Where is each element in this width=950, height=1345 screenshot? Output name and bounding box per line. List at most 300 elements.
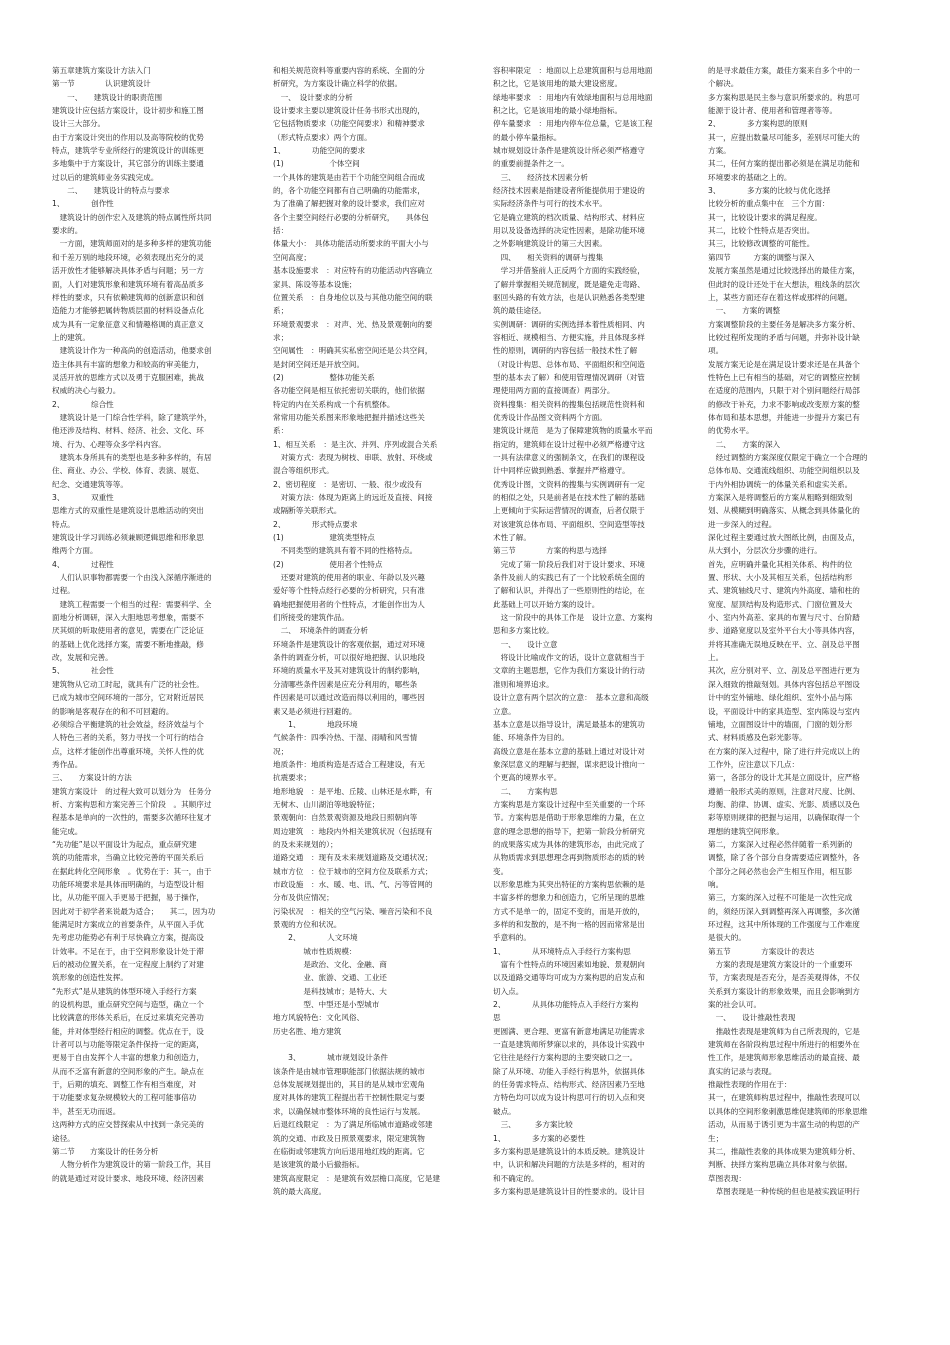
text-line: 2、 人文环境 bbox=[273, 933, 358, 943]
text-line: 多方案构思是建筑设计的本质反映。建筑设计 bbox=[493, 1146, 645, 1156]
text-line: 步、道路宽度以及室外平台大小等具体内容， bbox=[708, 626, 860, 636]
text-line: 在适度的范围内，只限于对个别问题经行局部 bbox=[708, 386, 860, 396]
text-line: 地方风貌特色：文化风俗、 bbox=[273, 1013, 365, 1023]
text-line: 对该建筑总体布局、平面组织、空间造型等技 bbox=[493, 519, 645, 529]
text-line: 三、 方案设计的方法 bbox=[52, 773, 132, 783]
text-line: 1、 功能空间的要求 bbox=[273, 146, 366, 156]
text-line: 实际经济条件与可行的技术水平。 bbox=[493, 199, 607, 209]
text-line: 建筑本身所具有的类型也是多种多样的，有居 bbox=[52, 452, 212, 462]
text-line: 先考虑功能势必有利于尽快确立方案，提高设 bbox=[52, 933, 204, 943]
text-line: 深入细致的推敲刻划。具体内容包括总平图设 bbox=[708, 679, 860, 689]
text-line: 灵活开放的思维方式以及勇于克服困难，挑战 bbox=[52, 372, 204, 382]
text-line: 第五节 方案设计的表达 bbox=[708, 946, 815, 956]
text-line: 型、中型还是小型城市 bbox=[273, 1000, 380, 1010]
text-line: 第四节 方案的调整与深入 bbox=[708, 252, 815, 262]
text-line: 住、商业、办公、学校、体育、表演、展览、 bbox=[52, 466, 204, 476]
text-line: 计者可以与功能等限定条件保持一定的距离， bbox=[52, 1040, 204, 1050]
text-line: 第二，方案深入过程必然伴随着一系列新的 bbox=[708, 839, 853, 849]
text-line: 经过调整的方案深度仅限定于确立一个合理的 bbox=[708, 452, 868, 462]
text-line: 能源于设计者、使用者和管理者等等。 bbox=[708, 106, 838, 116]
text-line: 真实的记录与表现。 bbox=[708, 1066, 777, 1076]
text-line: 的优势水平。 bbox=[708, 426, 754, 436]
text-line: 改，发展和完善。 bbox=[52, 653, 113, 663]
text-line: 完成了第一阶段后我们对于设计要求、环境 bbox=[493, 559, 645, 569]
text-line: 发展方案虽然是通过比较选择出的最佳方案， bbox=[708, 266, 860, 276]
text-line: 以形象思维为其突出特征的方案构思依赖的是 bbox=[493, 879, 645, 889]
text-line: 它包括物质要求（功能空间要求）和精神要求 bbox=[273, 119, 425, 129]
text-line: 方案的表现是建筑方案设计的一个重要环 bbox=[708, 960, 853, 970]
text-line: 的最小停车量指标。 bbox=[493, 132, 562, 142]
text-line: 为了准确了解把握对象的设计要求，我们应对 bbox=[273, 199, 425, 209]
text-line: 环境条件是建筑设计的客观依据，通过对环境 bbox=[273, 639, 425, 649]
text-line: 维两个方面。 bbox=[52, 546, 98, 556]
text-line: 环境的质量水平及其对建筑设计的制约影响， bbox=[273, 666, 425, 676]
text-line: 周边建筑 ：地段内外相关建筑状况（包括现有 bbox=[273, 826, 433, 836]
text-line: 驱回头路的有效方法，也是认识熟悉各类型建 bbox=[493, 292, 645, 302]
text-line: 特点，建筑学专业所经行的建筑设计的训练更 bbox=[52, 146, 204, 156]
text-line: 的相似之处，只是前者是在技术性了解的基础 bbox=[493, 493, 645, 502]
text-line: （对设计构思、总体布局、平面组织和空间造 bbox=[493, 359, 645, 369]
text-line: 的基础上优化选择方案，需要不断地推敲，修 bbox=[52, 639, 204, 649]
text-line: “先形式”是从建筑的体型环境入手经行方案 bbox=[52, 986, 197, 996]
text-line: 特点。 bbox=[52, 519, 75, 529]
text-line: 和相关规范资料等重要内容的系统、全面的分 bbox=[273, 66, 425, 75]
text-line: 一、 设计推敲性表现 bbox=[708, 1013, 796, 1023]
text-line: 的，各个功能空间都有自己明确的功能需求， bbox=[273, 186, 425, 196]
text-line: 历史名胜、地方建筑 bbox=[273, 1026, 342, 1036]
text-line: 建筑物从它动工时起，就具有广泛的社会性。 bbox=[52, 679, 204, 689]
text-line: 更易于自由发挥个人丰富的想象力和创造力， bbox=[52, 1053, 204, 1063]
text-line: 置、形状、大小及其相互关系，包括结构形 bbox=[708, 573, 853, 583]
text-line: 样性的要求，只有依赖建筑师的创新意识和创 bbox=[52, 292, 204, 302]
text-line: 建筑高度限定 ：是建筑有效层檐口高度，它是建 bbox=[273, 1173, 441, 1183]
text-line: 遵循一般形式美的原则，注意对尺度、比例、 bbox=[708, 786, 860, 796]
text-line: 将设计比喻成作文的话，设计立意就相当于 bbox=[493, 653, 645, 663]
text-line: 富有个性特点的环境因素如地貌、景观朝向 bbox=[493, 960, 645, 970]
text-line: 比，从功能平面入手更易于把握，易于操作， bbox=[52, 893, 204, 903]
text-line: 城市规划设计条件是建筑设计所必须严格遵守 bbox=[493, 146, 645, 156]
text-line: 一具有法律意义的强制条文，在我们的课程设 bbox=[493, 452, 645, 462]
text-line: 理想的建筑空间形象。 bbox=[708, 826, 784, 836]
text-line: 以具体的空间形象刺激思维促建筑师的形象思维 bbox=[708, 1106, 868, 1116]
text-line: 造主体具有丰富的想象力和较高的审美能力， bbox=[52, 359, 204, 369]
text-line: 思和多方案比较。 bbox=[493, 626, 554, 636]
text-line: 立意。 bbox=[493, 706, 516, 716]
text-line: 一、 设计立意 bbox=[493, 639, 558, 649]
text-line: 个更高的境界水平。 bbox=[493, 773, 562, 783]
text-line: 是封闭空间还是开放空间。 bbox=[273, 359, 365, 369]
text-line: 一方面，建筑师面对的是多种多样的建筑功能 bbox=[52, 239, 212, 249]
text-line: 铺地，立面图设计中的墙面，门窗的划分形 bbox=[708, 719, 853, 729]
text-line: 生； bbox=[708, 1133, 724, 1143]
text-line: 筑形象的创造性发挥。 bbox=[52, 973, 128, 983]
text-line: 第三节 方案的构思与选择 bbox=[493, 546, 607, 556]
text-line: 活开放性才能够解决具体矛盾与问题；另一方 bbox=[52, 266, 204, 276]
text-line: 成为具有一定象征意义和情趣格调的真正意义 bbox=[52, 319, 204, 329]
text-line: 括： bbox=[273, 226, 289, 236]
text-line: 建筑方案设计 的过程大致可以划分为 任务分 bbox=[52, 786, 212, 796]
text-line: 析研究，为方案设计确立科学的依据。 bbox=[273, 79, 403, 89]
text-line: （形式特点要求）两个方面。 bbox=[273, 132, 372, 142]
text-line: 空间高度； bbox=[273, 252, 311, 262]
text-line: 优秀设计图，文资料的搜集与实例调研有一定 bbox=[493, 479, 645, 489]
text-line: 以及道路交通等均可成为方案构思的启发点和 bbox=[493, 973, 645, 983]
text-line: 半，甚至无功而返。 bbox=[52, 1106, 121, 1116]
text-line: 的是寻求最佳方案，最佳方案来自多个中的一 bbox=[708, 66, 860, 75]
text-line: (2) 使用者个性特点 bbox=[273, 559, 383, 569]
text-line: 要求的。 bbox=[52, 226, 83, 236]
text-line: 式、建筑轴线尺寸、建筑内外高度、墙和柱的 bbox=[708, 586, 860, 596]
text-line: 首先，应明确并量化其相关体系、构件的位 bbox=[708, 559, 853, 569]
text-line: 响。 bbox=[708, 879, 724, 889]
text-line: 上更倾向于实际运营情况的调查，后者仅限于 bbox=[493, 506, 645, 516]
text-line: 丰富多样的想象力和创造力，它所呈现的思维 bbox=[493, 893, 645, 903]
text-line: 2、 从具体功能特点入手经行方案构 bbox=[493, 1000, 639, 1010]
text-line: 求，以确保城市整体环境的良性运行与发展。 bbox=[273, 1106, 425, 1116]
text-line: 积之比，它是该用地的最大建设密度。 bbox=[493, 79, 623, 89]
text-line: 二、 环境条件的调查分析 bbox=[273, 626, 368, 636]
text-line: 项。 bbox=[708, 346, 724, 356]
text-line: 3、 多方案的比较与优化选择 bbox=[708, 186, 831, 196]
text-line: 的成果落实成为具体的建筑形态，由此完成了 bbox=[493, 839, 645, 849]
text-line: 推敲性表现是建筑师为自己所表现的，它是 bbox=[708, 1026, 860, 1036]
text-line: 位置关系 ：自身地位以及与其他功能空间的联 bbox=[273, 292, 433, 302]
text-line: 破点。 bbox=[493, 1106, 516, 1116]
text-line: 程基本是单向的一次性的，需要多次循环往复才 bbox=[52, 813, 212, 823]
text-line: 性特色上已有相当的基础，对它的调整应控制 bbox=[708, 372, 860, 382]
text-line: 基本立意是以指导设计，满足最基本的建筑功 bbox=[493, 719, 645, 729]
text-line: 抗震要求； bbox=[273, 773, 311, 783]
text-line: 多方案构思是建筑设计目的性要求的。设计目 bbox=[493, 1186, 645, 1196]
text-line: 了解并掌握相关规范制度，既是避免走弯路、 bbox=[493, 279, 645, 289]
text-line: 进一步深入的过程。 bbox=[708, 519, 777, 529]
text-line: 活动，从而易于诱引更为丰富生动的构思的产 bbox=[708, 1120, 860, 1130]
text-line: 由于方案设计突出的作用以及高等院校的优势 bbox=[52, 132, 204, 142]
text-line: 第二节 方案设计的任务分析 bbox=[52, 1146, 159, 1156]
text-line: 此基础上可以开始方案的设计。 bbox=[493, 599, 600, 609]
text-line: 度对具体的建筑工程提出若干控制性限定与要 bbox=[273, 1093, 425, 1103]
text-line: 家具、陈设等基本设施； bbox=[273, 279, 357, 289]
text-line: 的修改于补充，力求不影响或改变原方案的整 bbox=[708, 399, 860, 409]
text-line: 思维方式的双重性是建筑设计思维活动的突出 bbox=[52, 506, 204, 516]
text-line: 准则和境界追求。 bbox=[493, 679, 554, 689]
text-line: 1、 从环境特点入手经行方案构思 bbox=[493, 946, 631, 956]
text-line: 建筑设计的创作宏入及建筑的特点属性所共同 bbox=[52, 212, 212, 222]
text-line: 其三，比较修改调整的可能性。 bbox=[708, 239, 815, 249]
text-line: 建筑设计作为一种高尚的创造活动，他要求创 bbox=[52, 346, 212, 356]
text-line: 一、 建筑设计的职责范围 bbox=[52, 92, 163, 102]
text-line: 件因素是可以通过改造而得以利用的，哪些因 bbox=[273, 693, 425, 703]
text-line: 性工作，是建筑师形象思维活动的最直接、最 bbox=[708, 1053, 860, 1063]
text-line: 能完成。 bbox=[52, 826, 83, 836]
text-line: 理使用两方面的直接调查）两部分。 bbox=[493, 386, 615, 396]
text-line: 其二，推敲性表象的具体成果为建筑师分析、 bbox=[708, 1146, 860, 1156]
text-line: 计中的室外铺地、绿化组织、室外小品与陈 bbox=[708, 693, 853, 703]
text-line: 容积率限定 ：地面以上总建筑面积与总用地面 bbox=[493, 66, 653, 75]
text-line: 个部分之间必然也会产生相互作用，相互影 bbox=[708, 866, 853, 876]
text-line: 道路交通 ：现有及未来规划道路及交通状况； bbox=[273, 853, 433, 863]
text-line: 面，人们对建筑形象和建筑环境有着高品质多 bbox=[52, 279, 204, 289]
text-line: 于，后期的填充、调整工作有相当难度，对 bbox=[52, 1080, 197, 1090]
text-line: 环境要求的基础之上的。 bbox=[708, 172, 792, 182]
text-line: (2) 整体功能关系 bbox=[273, 372, 375, 382]
text-line: 这两种方式的应交替探索从中找到一条完美的 bbox=[52, 1120, 204, 1130]
text-line: 人们认识事物都需要一个由浅入深循序渐进的 bbox=[52, 573, 212, 583]
text-line: 特定的内在关系构成一个有机整体。 bbox=[273, 399, 395, 409]
text-line: 划、从模糊到明确落实、从概念到具体量化的 bbox=[708, 506, 860, 516]
text-line: 除了从环境、功能入手经行构思外，依据具体 bbox=[493, 1066, 645, 1076]
text-line: 资料搜集：相关资料的搜集包括规范性资料和 bbox=[493, 399, 645, 409]
text-line: 第一，各部分的设计尤其是立面设计，应严格 bbox=[708, 773, 860, 783]
text-line: 于内外相协调统一的体量关系和虚实关系。 bbox=[708, 479, 853, 489]
text-line: 后的被动位置关系，在一定程度上制约了对建 bbox=[52, 960, 204, 970]
text-line: 推敲性表现的作用在于： bbox=[708, 1080, 792, 1090]
text-line: 总体发展规划提出的，其目的是从城市宏观角 bbox=[273, 1080, 425, 1090]
text-line: 2、 多方案构思的原则 bbox=[708, 119, 808, 129]
text-line: 功能环境要求是具体而明确的，与造型设计相 bbox=[52, 879, 204, 889]
text-line: 环境景观要求 ：对声、光、热及景观朝向的要 bbox=[273, 319, 433, 329]
text-column-1 bbox=[52, 64, 257, 1329]
text-line: 3、 双重性 bbox=[52, 493, 114, 502]
text-line: 比较满意的形体关系后，在反过来填充完善功 bbox=[52, 1013, 204, 1023]
text-line: 了解和认识，并得出了一些原则性的结论，在 bbox=[493, 586, 645, 596]
text-line: 景观朝向：自然景观资源及地段日照朝向等 bbox=[273, 813, 418, 823]
text-line bbox=[273, 1038, 478, 1051]
text-line: 能满足时方案成立的首要条件，从平面入手优 bbox=[52, 920, 204, 929]
text-line: 三、 经济技术因素分析 bbox=[493, 172, 588, 182]
text-line: 对策方式：表现为树枝、串联、放射、环绕或 bbox=[273, 452, 433, 462]
text-line: 二、 建筑设计的特点与要求 bbox=[52, 186, 170, 196]
text-line: 建筑设计规范 是为了保障建筑物的质量水平而 bbox=[493, 426, 653, 436]
text-line: 况； bbox=[273, 746, 289, 756]
text-line: 基本设施要求 ：对应特有的功能活动内容确立 bbox=[273, 266, 433, 276]
text-line: 更圆满、更合理、更富有新意地满足功能需求 bbox=[493, 1026, 645, 1036]
text-line: 厌其烦的听取使用者的意见，需要在广泛论证 bbox=[52, 626, 204, 636]
text-line: 点，这样才能创作出尊重环境，关怀人性的优 bbox=[52, 746, 204, 756]
text-line: 于功能要求复杂规模较大的工程可能事倍功 bbox=[52, 1093, 197, 1103]
text-line: 常常用功能关系图来形象地把握并描述这些关 bbox=[273, 412, 425, 422]
text-line: 途径。 bbox=[52, 1133, 75, 1143]
text-line: 设计立意有两个层次的立意： 基本立意和高级 bbox=[493, 693, 649, 703]
text-line: 环过程，这其中所体现的工作强度与工作难度 bbox=[708, 920, 860, 929]
text-line: 学习并借鉴前人正反两个方面的实践经验， bbox=[493, 266, 645, 276]
text-line: (1) 个体空间 bbox=[273, 159, 360, 169]
text-line: 上。 bbox=[708, 653, 724, 663]
text-line: 彩等原则规律的把握与运用，以确保取得一个 bbox=[708, 813, 860, 823]
text-line: 城市方位 ：位于城市的空间方位及联系方式； bbox=[273, 866, 433, 876]
text-line: 乎意料的。 bbox=[493, 933, 531, 943]
text-line: 确地把握使用者的个性特点，才能创作出为人 bbox=[273, 599, 425, 609]
text-line: 各功能空间是相互依托密切关联的，他们依据 bbox=[273, 386, 425, 396]
text-line: 在据此转化空间形象 。优势在于：其一，由于 bbox=[52, 866, 212, 876]
text-line: 2、 综合性 bbox=[52, 399, 114, 409]
text-line: 变。 bbox=[493, 866, 509, 876]
text-line: 业、旅游、交通、工业还 bbox=[273, 973, 387, 983]
text-line: 判断、抉择方案构思确立具体对象与依据。 bbox=[708, 1160, 853, 1170]
text-line: 工作外，应注意以下几点： bbox=[708, 759, 800, 769]
text-line: 系： bbox=[273, 426, 289, 436]
text-line: 性的原则，调研的内容包括一般技术性了解 bbox=[493, 346, 638, 356]
text-line: 个解决。 bbox=[708, 79, 739, 89]
text-line: 秀作品。 bbox=[52, 759, 83, 769]
text-line: 型的基本去了解）和使用管理情况调研（对管 bbox=[493, 372, 645, 382]
text-line: 们所接受的建筑作品。 bbox=[273, 613, 349, 623]
text-line: 其次，应分别对平、立、剖及总平图进行更为 bbox=[708, 666, 860, 676]
text-line: 总体布局、交通流线组织、功能空间组织以及 bbox=[708, 466, 860, 476]
text-line: 设，平面设计中的家具造型、室内陈设与室内 bbox=[708, 706, 860, 716]
text-line: 他还涉及结构、材料、经济、社会、文化、环 bbox=[52, 426, 204, 436]
text-line: 能、环境条件为目的。 bbox=[493, 733, 569, 743]
text-line: 素又是必须进行回避的。 bbox=[273, 706, 357, 716]
text-line: 纪念、交通建筑等等。 bbox=[52, 479, 128, 489]
text-line: 条件的调查分析，可以很好地把握、认识地段 bbox=[273, 653, 425, 663]
text-line: 无树木、山川湖泊等地貌特征； bbox=[273, 799, 380, 809]
text-column-2 bbox=[273, 64, 478, 1329]
text-line: 深化过程主要通过放大图纸比例，由面及点， bbox=[708, 533, 860, 543]
text-line: 人物分析作为建筑设计的第一阶段工作，其目 bbox=[52, 1160, 212, 1170]
text-line: 发展方案无论是在满足设计要求还是在具备个 bbox=[708, 359, 860, 369]
text-line: 建筑师在各阶段构思过程中所进行的相要外在 bbox=[708, 1040, 860, 1050]
text-line: 的就是通过对设计要求、地段环境、经济因素 bbox=[52, 1173, 204, 1183]
text-line: 的重要前提条件之一。 bbox=[493, 159, 569, 169]
text-line: 5、 社会性 bbox=[52, 666, 114, 676]
text-line: 术性了解。 bbox=[493, 533, 531, 543]
text-line: 其二，比较个性特点是否突出。 bbox=[708, 226, 815, 236]
text-line: 后退红线限定 ：为了满足所临城市道路或邻建 bbox=[273, 1120, 433, 1130]
text-line: 和不确定的。 bbox=[493, 1173, 539, 1183]
text-line: 分清哪些条件因素是应充分利用的，哪些条 bbox=[273, 679, 418, 689]
text-line: 绿地率要求 ：用地内有效绿地面积与总用地面 bbox=[493, 92, 653, 102]
text-line: 1、相互关系 ：是主次、并列、序列或混合关系 bbox=[273, 439, 438, 449]
text-line: 的及未来规划的）； bbox=[273, 839, 338, 849]
text-line: 该条件是由城市管理职能部门依据法规的城市 bbox=[273, 1066, 425, 1076]
text-line: 四、 相关资料的调研与搜集 bbox=[493, 252, 604, 262]
text-line: 其一，应提出数量尽可能多，差别尽可能大的 bbox=[708, 132, 860, 142]
text-line: 第三，方案的深入过程不可能是一次性完成 bbox=[708, 893, 853, 903]
text-line: 积之比，它是该用地的最小绿地指标。 bbox=[493, 106, 623, 116]
text-line: 一直是建筑师所梦寐以求的，具体设计实践中 bbox=[493, 1040, 645, 1050]
text-line: “先功能”是以平面设计为起点，重点研究建 bbox=[52, 839, 197, 849]
text-line: 二、 方案的深入 bbox=[708, 439, 781, 449]
text-line: 从物质需求到思想理念再到物质形态的质的转 bbox=[493, 853, 645, 863]
text-line: 均衡、韵律、协调、虚实、光影、质感以及色 bbox=[708, 799, 860, 809]
text-line: 二、 方案构思 bbox=[493, 786, 558, 796]
text-line: 但此时的设计还处于在大想法，粗线条的层次 bbox=[708, 279, 860, 289]
text-line: 上的建筑。 bbox=[52, 332, 90, 342]
text-line: 案的社会认可。 bbox=[708, 1000, 762, 1010]
text-line: 筑的最大高度。 bbox=[273, 1186, 327, 1196]
text-line: 权威的决心与毅力。 bbox=[52, 386, 121, 396]
text-line: 其二，任何方案的提出都必须是在满足功能和 bbox=[708, 159, 860, 169]
text-line: 节，方案表现是否充分，是否美观得体，不仅 bbox=[708, 973, 860, 983]
text-line: 草图表现： bbox=[708, 1173, 746, 1183]
text-line: 第一节 认识建筑设计 bbox=[52, 79, 151, 89]
text-line: 的任务需求特点、结构形式、经济因素乃至地 bbox=[493, 1080, 645, 1090]
text-line: 实例调研：调研的实例选择本着性质相同、内 bbox=[493, 319, 645, 329]
text-line: 空间属性 ：明确其实私密空间还是公共空间， bbox=[273, 346, 433, 356]
text-line: 或隔断等关联形式。 bbox=[273, 506, 342, 516]
text-line: 它往往是经行方案构思的主要突破口之一。 bbox=[493, 1053, 638, 1063]
text-line: 已成为城市空间环境的一部分，它对附近居民 bbox=[52, 693, 204, 703]
text-line: 文章的主题思想，它作为我们方案设计的行动 bbox=[493, 666, 645, 676]
text-line: 2、密切程度 ：是密切、一般、很少或没有 bbox=[273, 479, 423, 489]
text-line: 式、材料质感及色彩光影等。 bbox=[708, 733, 807, 743]
text-line: 并将其准确无误地反映在平、立、剖及总平图 bbox=[708, 639, 860, 649]
text-line: 人特色三者的关系，努力寻找一个可行的结合 bbox=[52, 733, 204, 743]
text-line: 建筑设计应包括方案设计，设计初步和施工图 bbox=[52, 106, 204, 116]
text-line: 方特色均可以成为设计构思可行的切入点和突 bbox=[493, 1093, 645, 1103]
text-line: 意的理念思想的指导下，把第一阶段分析研究 bbox=[493, 826, 645, 836]
text-line: 过程。 bbox=[52, 586, 75, 596]
text-line: 建筑工程需要一个相当的过程：需要科学、全 bbox=[52, 599, 212, 609]
text-line: 是科技城市；是特大、大 bbox=[273, 986, 387, 996]
text-line: 4、 过程性 bbox=[52, 559, 114, 569]
text-line: 污染状况 ：相关的空气污染、噪音污染和不良 bbox=[273, 906, 433, 916]
text-line: 方案深入是将调整后的方案从粗略到细致刻 bbox=[708, 493, 853, 502]
text-line: 对策方法：体现为距离上的远近及直接、间接 bbox=[273, 493, 433, 502]
text-line: 草图表现是一种传统的但也是被实践证明行 bbox=[708, 1186, 860, 1196]
text-line: 一、 设计要求的分析 bbox=[273, 92, 353, 102]
text-line: 容相近、规模相当、方便实施，并且体现多样 bbox=[493, 332, 645, 342]
text-line: 过以后的建筑师业务实践完成。 bbox=[52, 172, 159, 182]
text-line: (1) 建筑类型特点 bbox=[273, 533, 375, 543]
text-line: 比较分析的重点集中在 三个方面： bbox=[708, 199, 830, 209]
text-line: 爱好等个性特点经行必要的分析研究，只有准 bbox=[273, 586, 425, 596]
text-line: 还要对建筑的使用者的职业、年龄以及兴趣 bbox=[273, 573, 425, 583]
text-line: 面地分析调研，深入大胆地思考想象，需要不 bbox=[52, 613, 204, 623]
text-line: 象深层意义的理解与把握，谋求把设计推向一 bbox=[493, 759, 645, 769]
text-line: 造能力才能够把属转物质层面的材料设备点化 bbox=[52, 306, 204, 316]
text-line: 地形地貌 ：是平地、丘陵、山林还是水畔，有 bbox=[273, 786, 433, 796]
text-column-4 bbox=[708, 64, 913, 1329]
text-line: 体量大小： 具体功能活动所要求的平面大小与 bbox=[273, 239, 429, 249]
text-line: 析、方案构思和方案完善三个阶段 。其顺序过 bbox=[52, 799, 212, 809]
text-line: 比较过程所发现的矛盾与问题，并弥补设计缺 bbox=[708, 332, 860, 342]
text-line: 一个具体的建筑是由若干个功能空间组合而成 bbox=[273, 172, 425, 182]
text-line: 1、 地段环境 bbox=[273, 719, 358, 729]
text-line: 1、 多方案的必要性 bbox=[493, 1133, 586, 1143]
text-line: 筑的最佳途径。 bbox=[493, 306, 547, 316]
text-line: 筑的功能需求，当确立比较完善的平面关系后 bbox=[52, 853, 204, 863]
text-line: 方案构思是方案设计过程中至关重要的一个环 bbox=[493, 799, 645, 809]
text-line: 混合等组织形式。 bbox=[273, 466, 334, 476]
text-line: 中，认识和解决问题的方法是多样的，相对的 bbox=[493, 1160, 645, 1170]
text-line: 设计三大部分。 bbox=[52, 119, 106, 129]
text-column-3 bbox=[493, 64, 698, 1329]
text-line: 上，某些方面还存在着这样或那样的问题。 bbox=[708, 292, 853, 302]
text-line: 分布及供应情况； bbox=[273, 893, 334, 903]
text-line: 城市性质规模： bbox=[273, 946, 357, 956]
text-line: 境、行为、心理等众多学科内容。 bbox=[52, 439, 166, 449]
text-line: 多方案构思是民主参与意识所要求的。构思可 bbox=[708, 92, 860, 102]
text-line: 它是确立建筑的档次质量、结构形式、材料应 bbox=[493, 212, 645, 222]
text-line: 3、 城市规划设计条件 bbox=[273, 1053, 388, 1063]
text-line: 是政治、文化、金融、商 bbox=[273, 960, 387, 970]
text-line: 不同类型的建筑具有着不同的性格特点。 bbox=[273, 546, 418, 556]
text-line: 市政设施 ：水、暖、电、讯、气、污等管网的 bbox=[273, 879, 433, 889]
text-line: 的，须经历深入到调整再深入再调整，多次循 bbox=[708, 906, 860, 916]
text-line: 是该建筑的最小后撤指标。 bbox=[273, 1160, 365, 1170]
text-line: 必须综合平衡建筑的社会效益，经济效益与个 bbox=[52, 719, 204, 729]
text-line: 从大到小，分层次分步骤的进行。 bbox=[708, 546, 822, 556]
text-line: 经济技术因素是指建设者所能提供用于建设的 bbox=[493, 186, 645, 196]
text-line: 节。方案构思是借助于形象思维的力量，在立 bbox=[493, 813, 645, 823]
text-line: 计中同样应做到熟悉、掌握并严格遵守。 bbox=[493, 466, 630, 476]
text-line: 多地集中于方案设计，其它部分的训练主要通 bbox=[52, 159, 204, 169]
text-line: 计效率。不足在于，由于空间形象设计处于滞 bbox=[52, 946, 204, 956]
text-line: 思 bbox=[493, 1013, 501, 1023]
text-line: 停车量要求 ：用地内停车位总量，它是该工程 bbox=[493, 119, 653, 129]
